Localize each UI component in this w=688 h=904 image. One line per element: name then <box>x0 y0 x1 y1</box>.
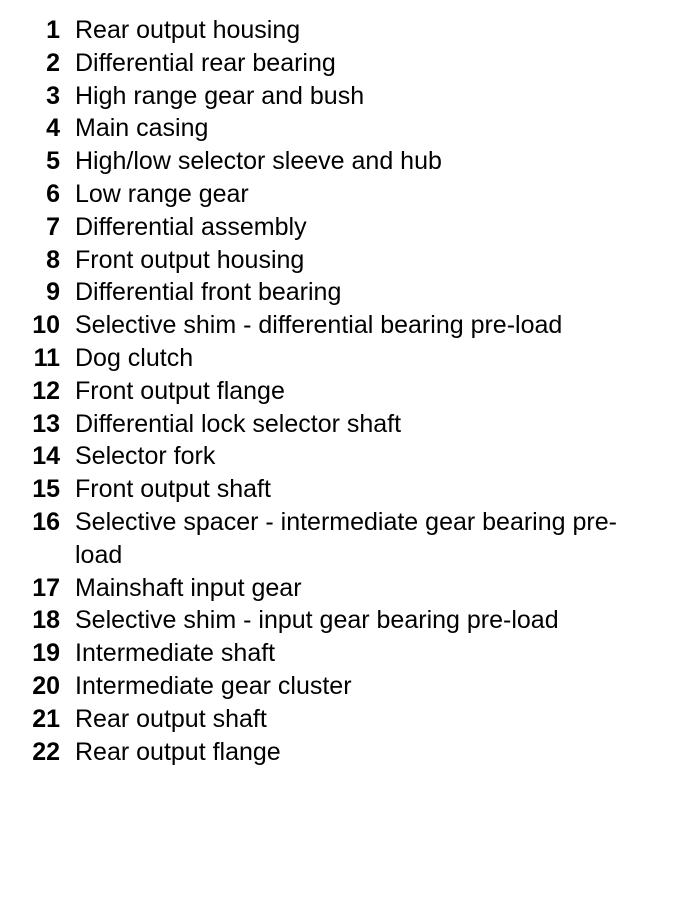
legend-item <box>0 145 688 178</box>
legend-item-number: 19 <box>32 639 60 668</box>
legend-item-number: 8 <box>46 245 60 274</box>
legend-item-label: High/low selector sleeve and hub <box>75 147 442 176</box>
legend-item <box>0 506 688 572</box>
legend-item-number: 18 <box>32 606 60 635</box>
legend-item-label: Front output shaft <box>75 475 271 504</box>
legend-item-label: Low range gear <box>75 179 249 208</box>
legend-item-label: Selective spacer - intermediate gear bearing pre-load <box>75 507 617 569</box>
legend-item-label: Front output housing <box>75 245 305 274</box>
legend-item-label: Differential front bearing <box>75 278 342 307</box>
legend-item <box>0 342 688 375</box>
legend-item-number: 13 <box>32 409 60 438</box>
legend-item-number: 9 <box>46 278 60 307</box>
legend-item-number: 5 <box>46 147 60 176</box>
legend-item-number: 6 <box>46 179 60 208</box>
legend-item-number: 14 <box>32 442 60 471</box>
legend-item-number: 7 <box>46 212 60 241</box>
legend-item-number: 12 <box>32 376 60 405</box>
legend-item-label: Selective shim - input gear bearing pre-load <box>75 606 559 635</box>
legend-item-number: 21 <box>32 704 60 733</box>
legend-item <box>0 14 688 47</box>
legend-item <box>0 211 688 244</box>
legend-item-number: 3 <box>46 81 60 110</box>
legend-item <box>0 440 688 473</box>
legend-item-number: 17 <box>32 573 60 602</box>
legend-item <box>0 276 688 309</box>
legend-item-number: 15 <box>32 475 60 504</box>
legend-item <box>0 670 688 703</box>
legend-item <box>0 408 688 441</box>
legend-item-number: 4 <box>46 114 60 143</box>
legend-item-label: Differential assembly <box>75 212 307 241</box>
legend-item-label: Selector fork <box>75 442 216 471</box>
legend-item-label: Mainshaft input gear <box>75 573 302 602</box>
legend-item-number: 10 <box>32 311 60 340</box>
legend-item-label: Intermediate shaft <box>75 639 276 668</box>
legend-item-label: Selective shim - differential bearing pre-load <box>75 311 563 340</box>
legend-item <box>0 703 688 736</box>
legend-item <box>0 309 688 342</box>
legend-item <box>0 604 688 637</box>
legend-item <box>0 375 688 408</box>
legend-item-label: Dog clutch <box>75 343 194 372</box>
legend-item <box>0 473 688 506</box>
legend-item-label: Rear output housing <box>75 16 301 44</box>
legend-item <box>0 178 688 211</box>
legend-item <box>0 637 688 670</box>
legend-item <box>0 244 688 277</box>
legend-item <box>0 47 688 80</box>
legend-item-label: Differential lock selector shaft <box>75 409 402 438</box>
legend-item-number: 16 <box>32 507 60 536</box>
legend-item-label: Rear output shaft <box>75 704 267 733</box>
legend-item <box>0 112 688 145</box>
legend-item-label: Intermediate gear cluster <box>75 671 352 700</box>
legend-item <box>0 736 688 769</box>
legend-item-number: 2 <box>46 48 60 77</box>
legend-item-label: Main casing <box>75 114 209 143</box>
legend-item <box>0 572 688 605</box>
legend-item-number: 11 <box>33 343 60 372</box>
legend-item-number: 20 <box>32 671 60 700</box>
legend-item <box>0 80 688 113</box>
legend-item-number: 22 <box>32 737 60 766</box>
parts-legend <box>0 14 688 768</box>
legend-item-label: High range gear and bush <box>75 81 365 110</box>
legend-item-label: Front output flange <box>75 376 285 405</box>
legend-item-label: Rear output flange <box>75 737 281 766</box>
legend-item-label: Differential rear bearing <box>75 48 336 77</box>
legend-item-number: 1 <box>46 16 60 44</box>
